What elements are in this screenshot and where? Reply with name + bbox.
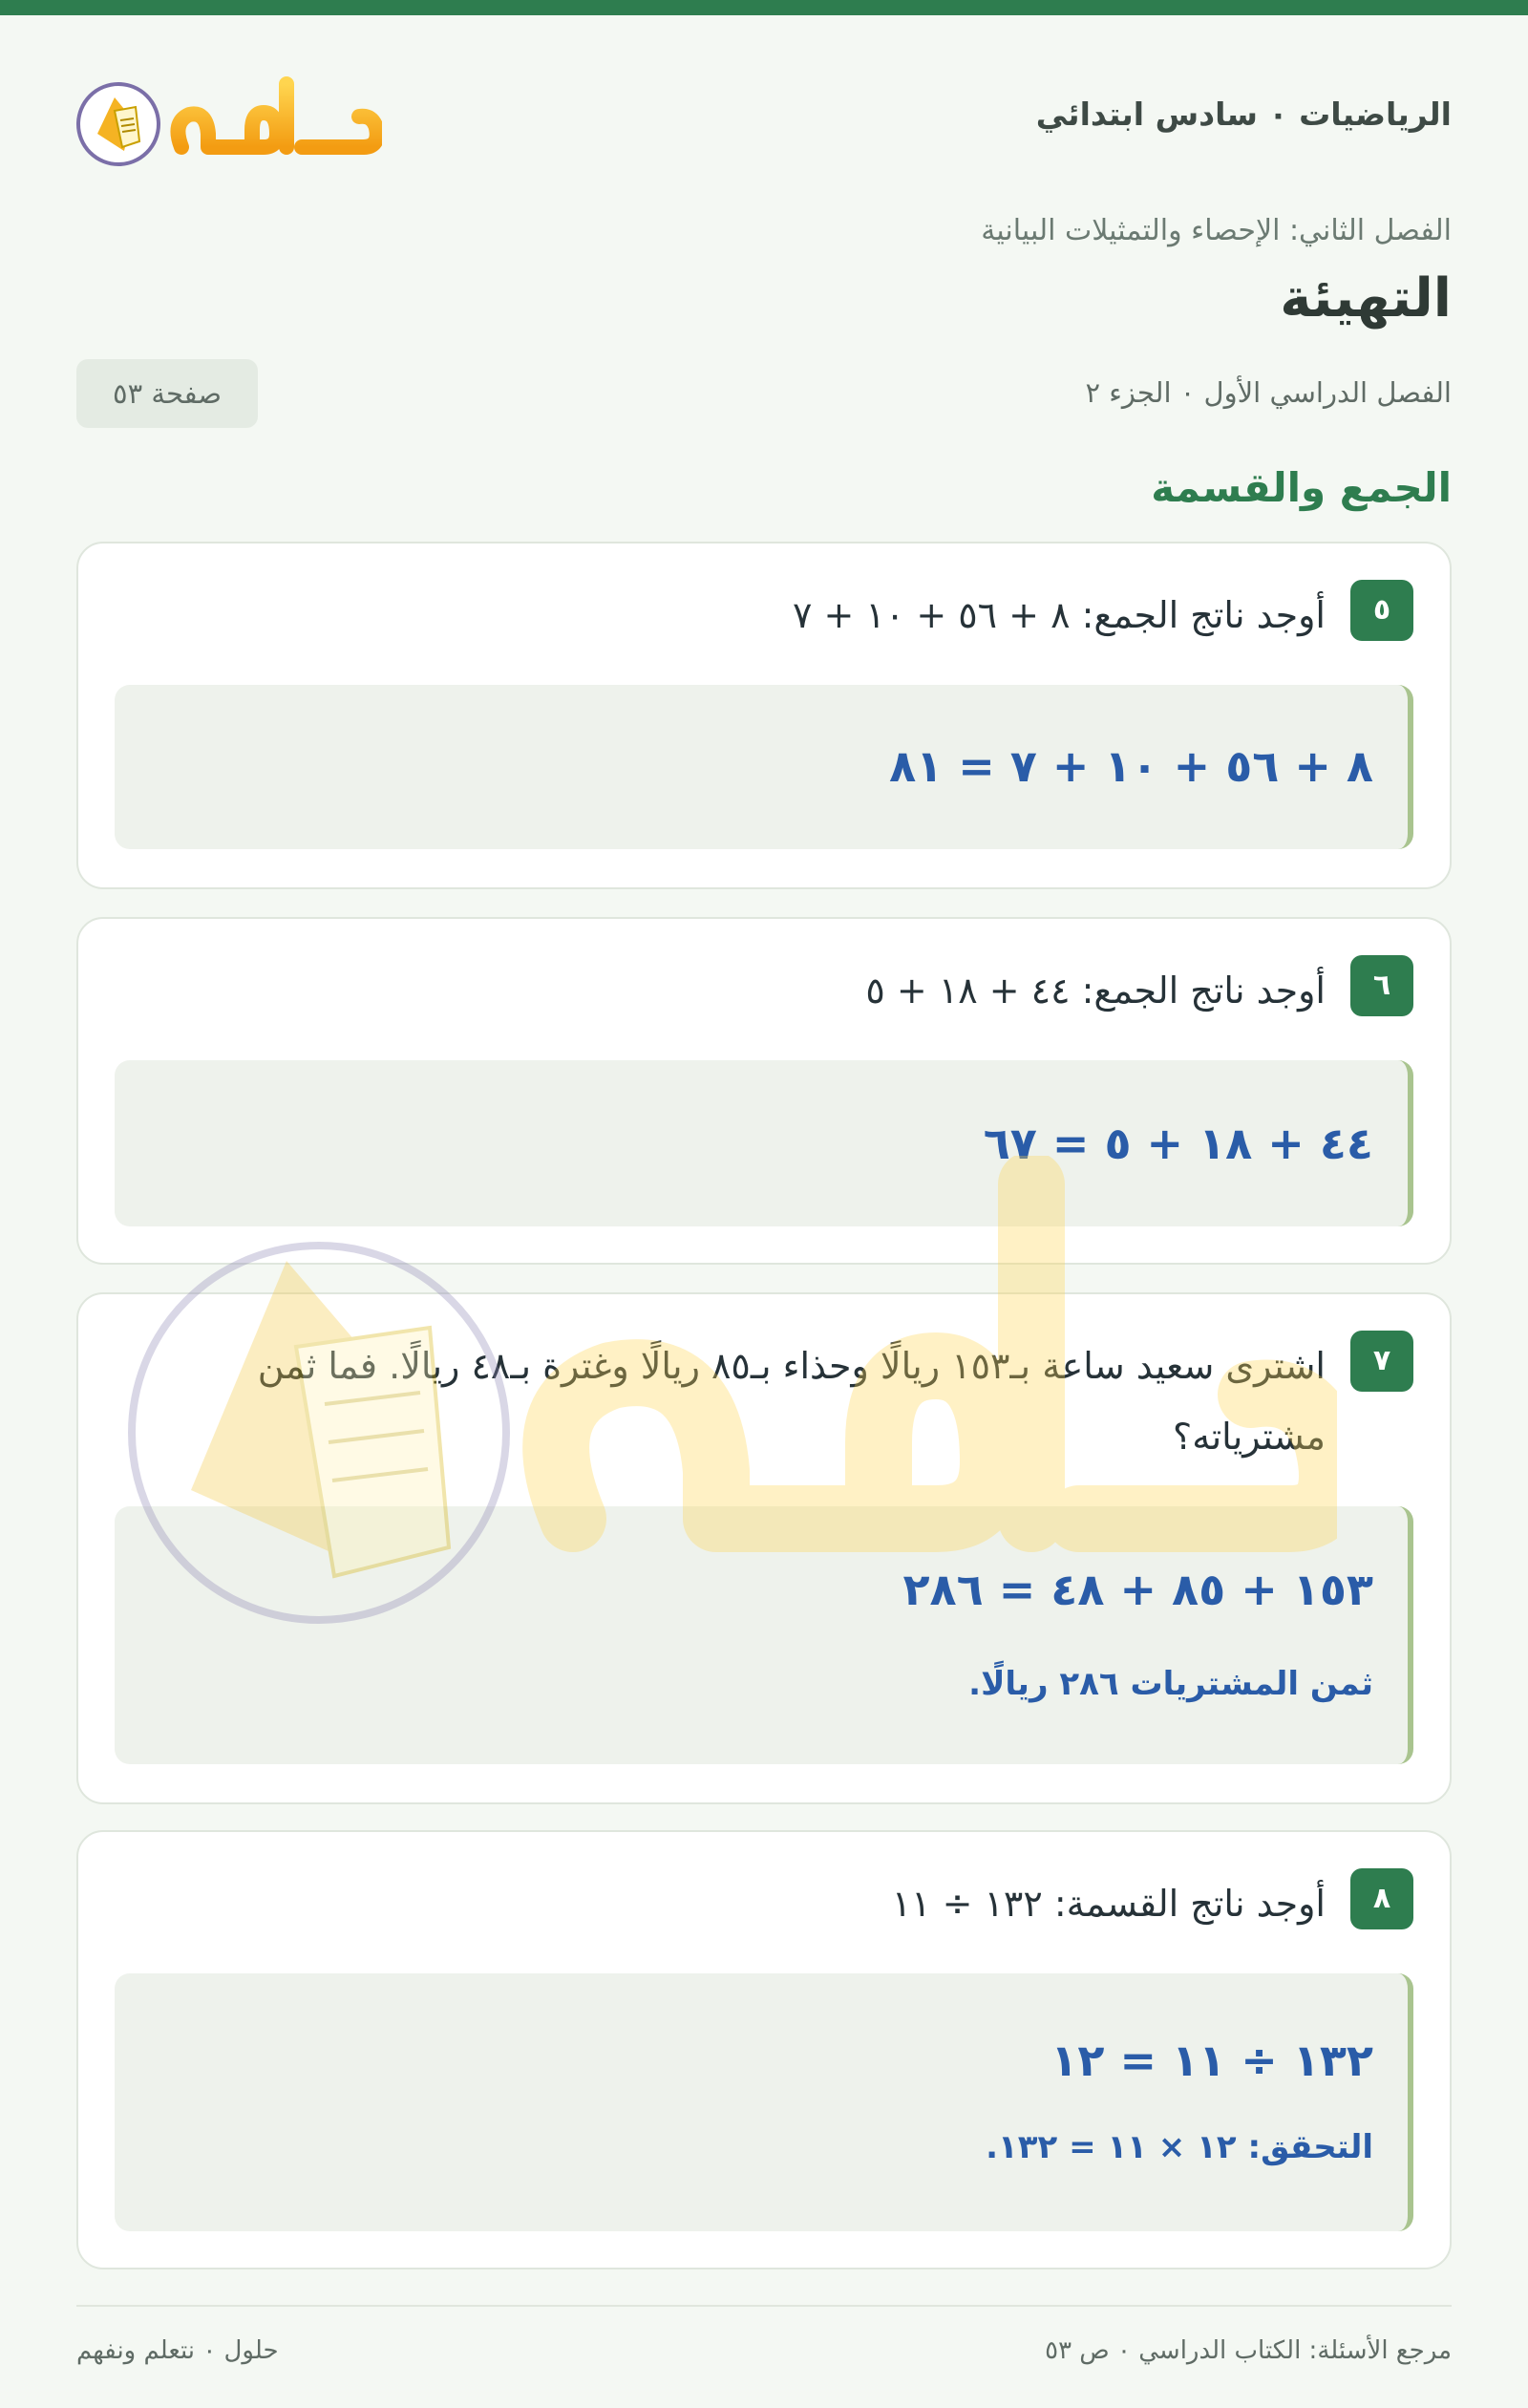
footer-divider (76, 2305, 1452, 2307)
answer-box (115, 1973, 1413, 2231)
top-accent-bar (0, 0, 1528, 15)
question-number: ٦ (1350, 955, 1413, 1016)
section-title: الجمع والقسمة (1151, 464, 1452, 511)
question-text: أوجد ناتج الجمع: ٨ + ٥٦ + ١٠ + ٧ (792, 594, 1326, 636)
footer-reference: مرجع الأسئلة: الكتاب الدراسي ٠ ص ٥٣ (1045, 2336, 1452, 2365)
answer-check: التحقق: ١٢ × ١١ = ١٣٢. (986, 2128, 1373, 2166)
question-text: اشترى سعيد ساعة بـ١٥٣ ريالًا وحذاء بـ٨٥ ريالًا وغترة بـ٤٨ ريالًا. فما ثمن مشترياته؟ (257, 1345, 1326, 1458)
answer-equation: ٨ + ٥٦ + ١٠ + ٧ = ٨١ (889, 740, 1373, 792)
question-card (76, 1830, 1452, 2269)
hulul-logo (76, 65, 382, 180)
page-number-badge: صفحة ٥٣ (76, 359, 258, 428)
answer-equation: ١٣٢ ÷ ١١ = ١٢ (1050, 2035, 1373, 2086)
answer-box (115, 685, 1413, 849)
lesson-title: التهيئة (1280, 267, 1452, 330)
answer-box (115, 1506, 1413, 1764)
question-number: ٨ (1350, 1868, 1413, 1929)
question-card (76, 917, 1452, 1265)
chapter-title: الفصل الثاني: الإحصاء والتمثيلات البيانية (981, 214, 1452, 247)
question-number: ٥ (1350, 580, 1413, 641)
question-card (76, 1292, 1452, 1804)
footer-tagline: حلول ٠ نتعلم ونفهم (76, 2336, 279, 2365)
question-number: ٧ (1350, 1331, 1413, 1392)
svg-text:حلول: حلول (263, 175, 267, 177)
answer-box (115, 1060, 1413, 1226)
page-header (76, 57, 1452, 181)
answer-statement: ثمن المشتريات ٢٨٦ ريالًا. (968, 1665, 1373, 1703)
answer-equation: ١٥٣ + ٨٥ + ٤٨ = ٢٨٦ (902, 1564, 1373, 1615)
subject-grade-title: الرياضيات ٠ سادس ابتدائي (1035, 96, 1452, 133)
term-info: الفصل الدراسي الأول ٠ الجزء ٢ (1085, 376, 1452, 409)
question-card (76, 542, 1452, 889)
question-text: أوجد ناتج القسمة: ١٣٢ ÷ ١١ (891, 1883, 1326, 1925)
question-text: أوجد ناتج الجمع: ٤٤ + ١٨ + ٥ (865, 970, 1326, 1012)
answer-equation: ٤٤ + ١٨ + ٥ = ٦٧ (983, 1118, 1373, 1169)
